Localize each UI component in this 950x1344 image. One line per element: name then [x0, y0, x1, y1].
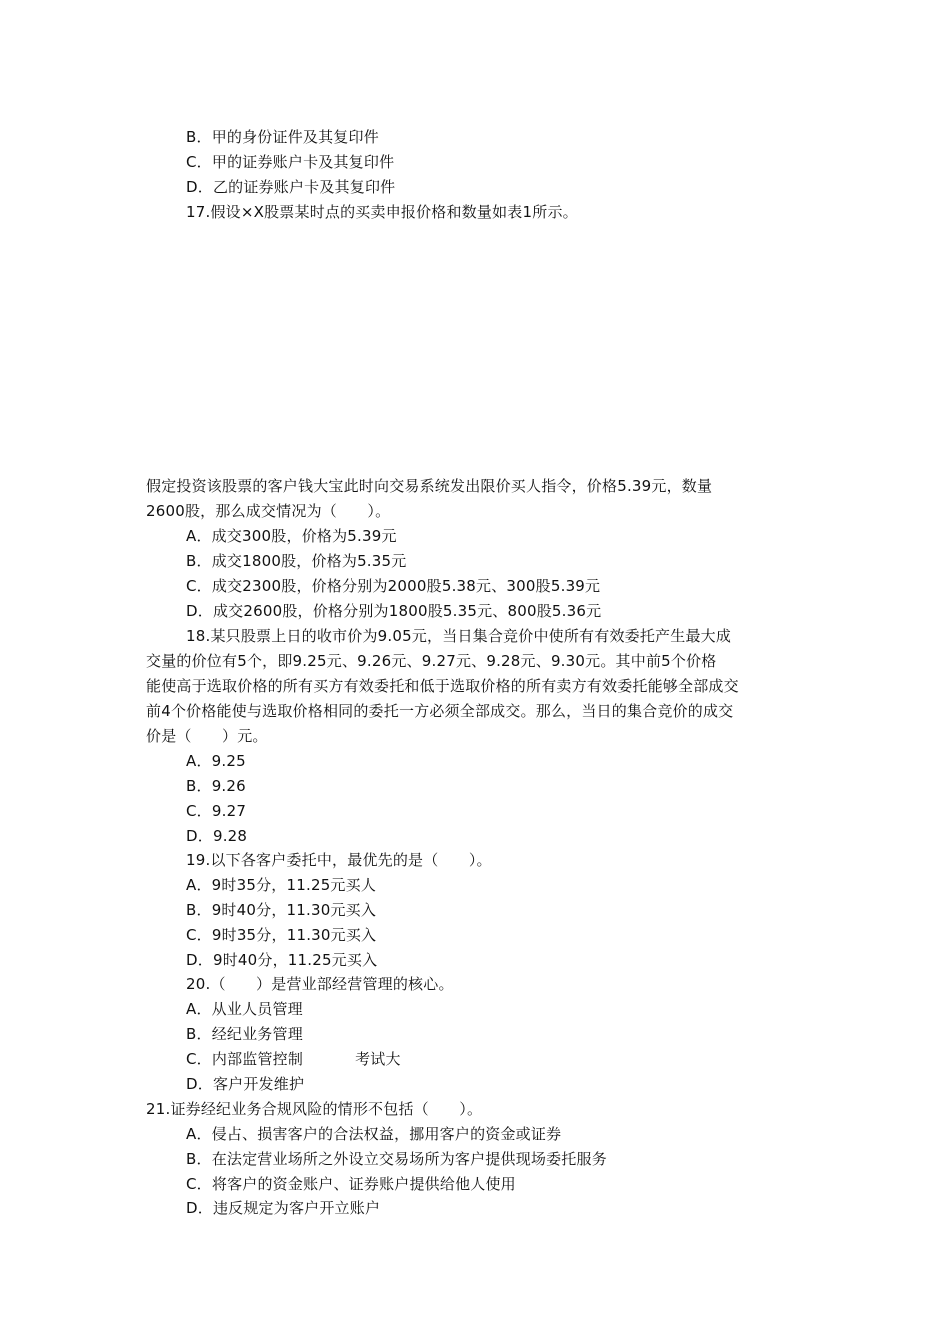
q17-option-d: D．成交2600股，价格分别为1800股5.35元、800股5.36元 [186, 602, 602, 620]
q17-option-c: C．成交2300股，价格分别为2000股5.38元、300股5.39元 [186, 577, 601, 595]
watermark-note: 考试大 [355, 1050, 401, 1068]
q19-option-a: A．9时35分，11.25元买人 [186, 876, 377, 894]
q20-option-b: B．经纪业务管理 [186, 1025, 303, 1043]
q18-option-b: B．9.26 [186, 777, 246, 795]
q19-option-c: C．9时35分，11.30元买入 [186, 926, 377, 944]
q21-option-c: C．将客户的资金账户、证券账户提供给他人使用 [186, 1175, 516, 1193]
q20-option-a: A．从业人员管理 [186, 1000, 303, 1018]
q18-stem-line4: 前4个价格能使与选取价格相同的委托一方必须全部成交。那么，当日的集合竞价的成交 [146, 702, 734, 720]
q20-stem: 20.（ ）是营业部经营管理的核心。 [186, 975, 454, 993]
q21-stem: 21.证券经纪业务合规风险的情形不包括（ ）。 [146, 1100, 483, 1118]
q18-stem-line2: 交量的价位有5个，即9.25元、9.26元、9.27元、9.28元、9.30元。其中前5个价格 [146, 652, 717, 670]
q21-option-b: B．在法定营业场所之外设立交易场所为客户提供现场委托服务 [186, 1150, 607, 1168]
q18-option-d: D．9.28 [186, 827, 248, 845]
q21-option-a: A．侵占、损害客户的合法权益，挪用客户的资金或证券 [186, 1125, 562, 1143]
q16-option-d: D．乙的证券账户卡及其复印件 [186, 178, 396, 196]
q17-stem-line1: 假定投资该股票的客户钱大宝此时向交易系统发出限价买人指令，价格5.39元，数量 [146, 477, 713, 495]
q16-option-c: C．甲的证券账户卡及其复印件 [186, 153, 395, 171]
q20-option-d: D．客户开发维护 [186, 1075, 305, 1093]
q19-option-b: B．9时40分，11.30元买入 [186, 901, 377, 919]
q21-option-d: D．违反规定为客户开立账户 [186, 1199, 381, 1217]
q17-option-b: B．成交1800股，价格为5.35元 [186, 552, 407, 570]
q18-stem-line3: 能使高于选取价格的所有买方有效委托和低于选取价格的所有卖方有效委托能够全部成交 [146, 677, 739, 695]
q17-stem-line2: 2600股，那么成交情况为（ ）。 [146, 502, 391, 520]
q16-option-b: B．甲的身份证件及其复印件 [186, 128, 379, 146]
q20-option-c: C．内部监管控制 [186, 1050, 304, 1068]
q18-option-c: C．9.27 [186, 802, 247, 820]
q18-stem-line1: 18.某只股票上日的收市价为9.05元，当日集合竞价中使所有有效委托产生最大成 [186, 627, 732, 645]
q19-option-d: D．9时40分，11.25元买入 [186, 951, 378, 969]
q20-option-c-line [186, 1049, 401, 1069]
q17-option-a: A．成交300股，价格为5.39元 [186, 527, 397, 545]
q19-stem: 19.以下各客户委托中，最优先的是（ ）。 [186, 851, 492, 869]
q18-stem-line5: 价是（ ）元。 [146, 727, 268, 745]
q18-option-a: A．9.25 [186, 752, 246, 770]
q17-intro: 17.假设×X股票某时点的买卖申报价格和数量如表1所示。 [186, 203, 578, 221]
